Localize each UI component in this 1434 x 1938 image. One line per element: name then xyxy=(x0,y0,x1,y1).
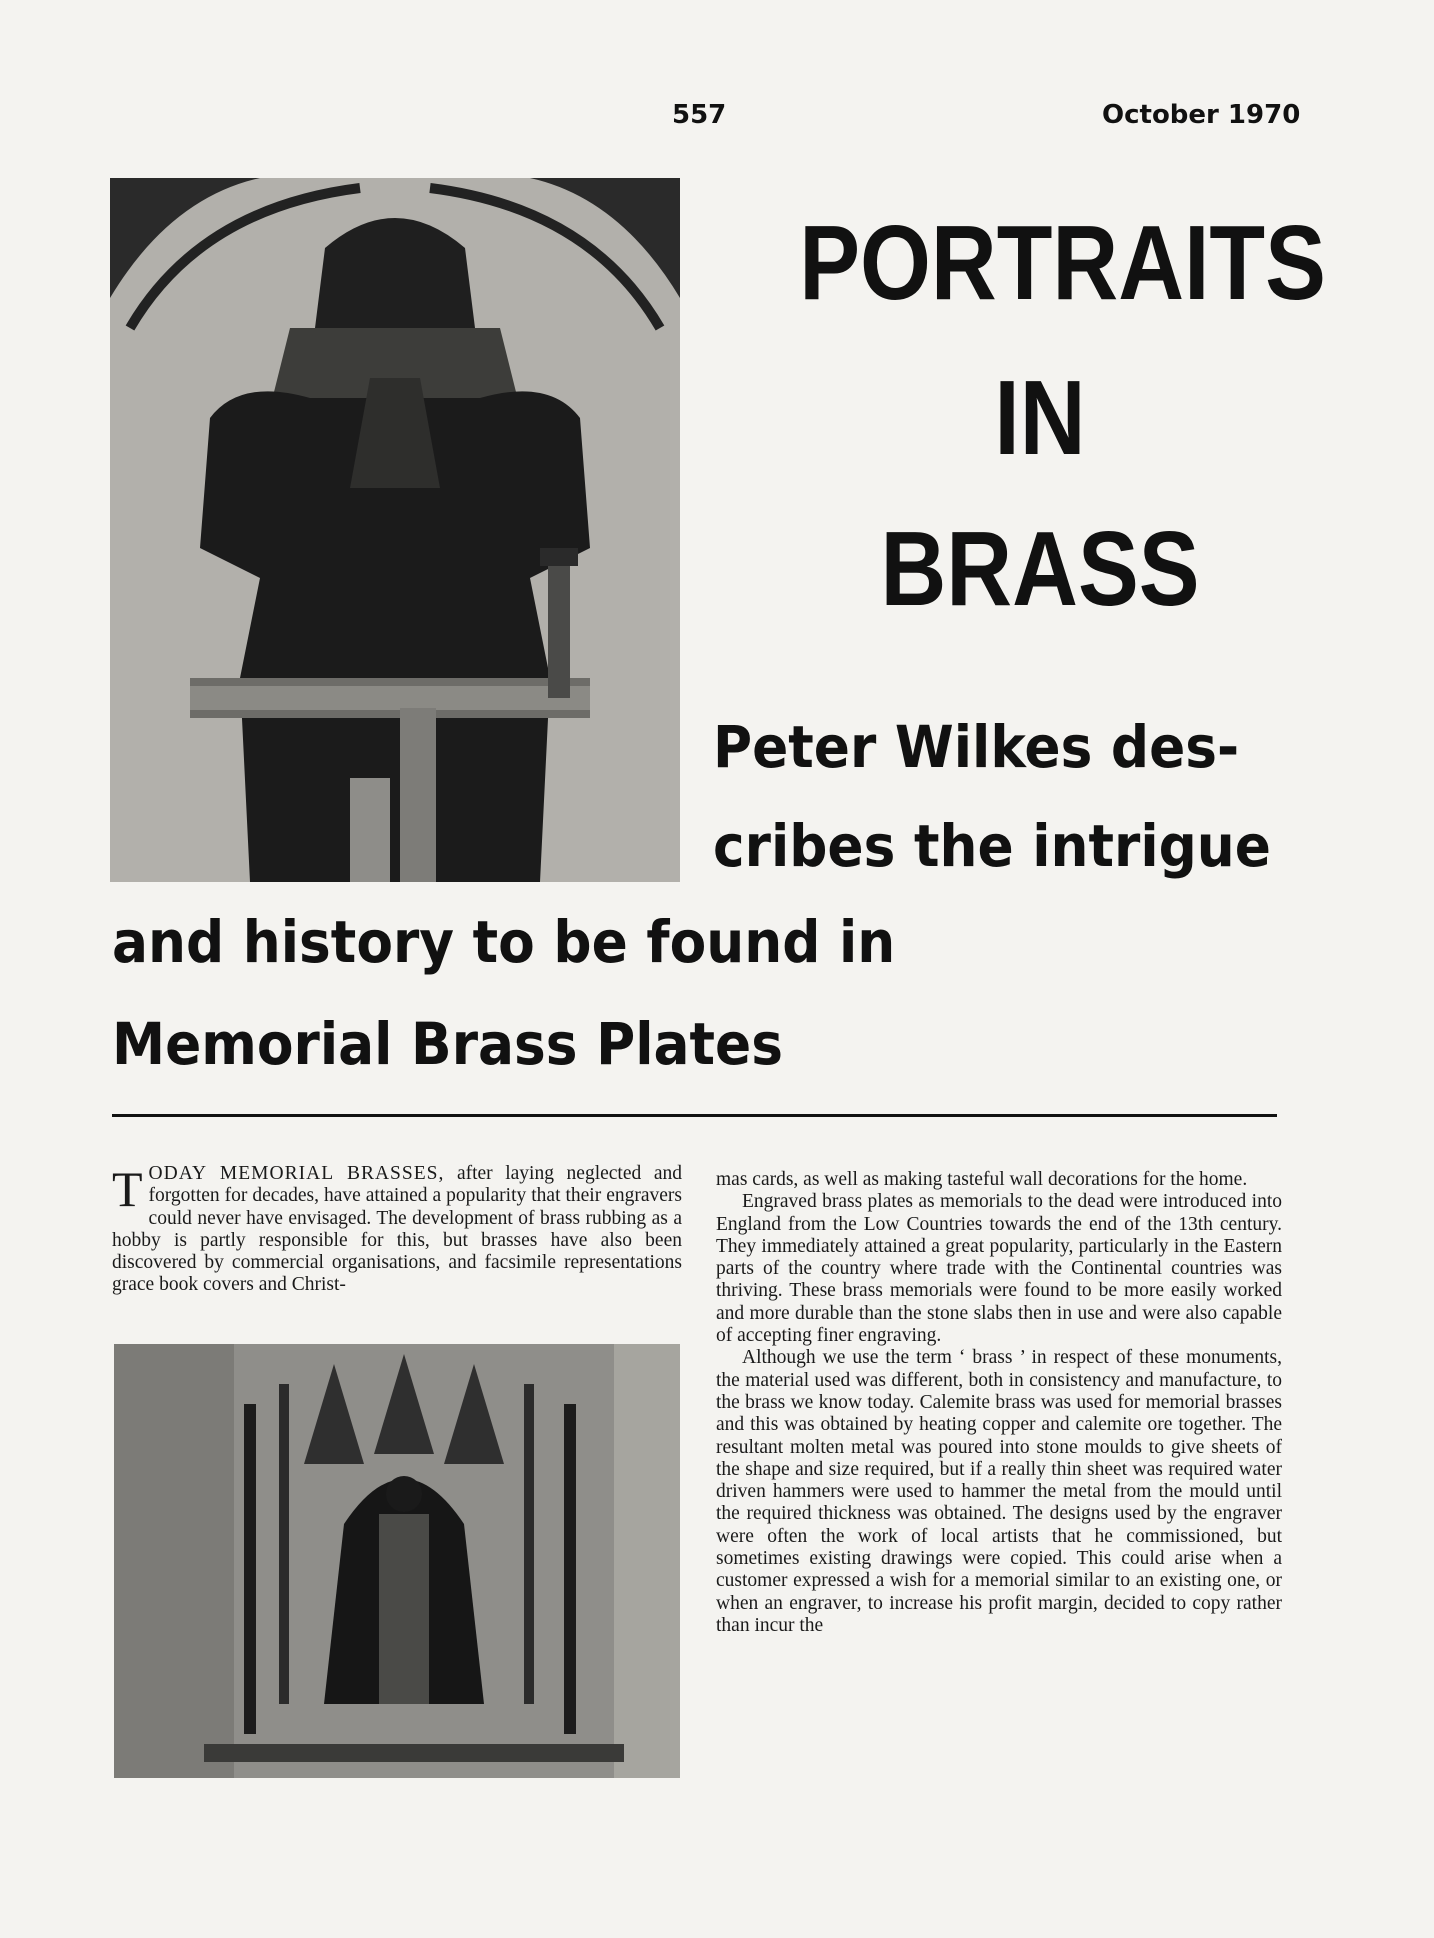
title-line-2: IN xyxy=(994,359,1086,477)
title-line-3: BRASS xyxy=(880,510,1200,628)
section-divider xyxy=(112,1114,1277,1117)
subtitle-line-3: and history to be found in xyxy=(112,908,896,976)
article-column-2 xyxy=(716,1169,1282,1637)
subtitle-line-2: cribes the intrigue xyxy=(713,812,1271,880)
article-paragraph: after laying neglected and forgotten for decades, have attained a popularity that their engravers could never have envisaged. The development of brass rubbing as a hobby is partly responsible for this, but brasses have also been discovered by commercial organisations, and facsimile representations grace book covers and Christ- xyxy=(112,1163,682,1296)
drop-cap: T xyxy=(112,1161,143,1217)
issue-date: October 1970 xyxy=(1102,100,1301,130)
memorial-slab-photo xyxy=(114,1344,680,1778)
knight-brass-photo xyxy=(110,178,680,882)
article-paragraph: mas cards, as well as making tasteful wall decorations for the home. xyxy=(716,1169,1248,1190)
subtitle-line-1: Peter Wilkes des- xyxy=(713,713,1240,781)
page-number: 557 xyxy=(672,100,727,130)
article-paragraph: Engraved brass plates as memorials to the dead were introduced into England from the Low Countries towards the end of the 13th century. They immediately attained a great popularity, particularly in the Eastern parts of the country where trade with the Continental countries was thriving. These brass memorials were found to be more easily worked and more durable than the stone slabs then in use and were also capable of accepting finer engraving. xyxy=(716,1191,1282,1347)
article-column-1 xyxy=(112,1163,682,1297)
lead-caps: ODAY MEMORIAL BRASSES, xyxy=(148,1163,445,1184)
title-line-1: PORTRAITS xyxy=(799,204,1326,322)
article-paragraph: Although we use the term ‘ brass ’ in respect of these monuments, the material used was different, both in consistency and manufacture, to the brass we know today. Calemite brass was used for memorial brasses and this was obtained by heating copper and calemite ore together. The resultant molten metal was poured into stone moulds to give sheets of the shape and size required, but if a really thin sheet was required water driven hammers were used to hammer the metal from the mould until the required thickness was obtained. The designs used by the engraver were often the work of local artists that he commissioned, but sometimes existing drawings were copied. This could arise when a customer expressed a wish for a memorial similar to an existing one, or when an engraver, to increase his profit margin, decided to copy rather than incur the xyxy=(716,1347,1282,1636)
subtitle-line-4: Memorial Brass Plates xyxy=(112,1010,783,1078)
